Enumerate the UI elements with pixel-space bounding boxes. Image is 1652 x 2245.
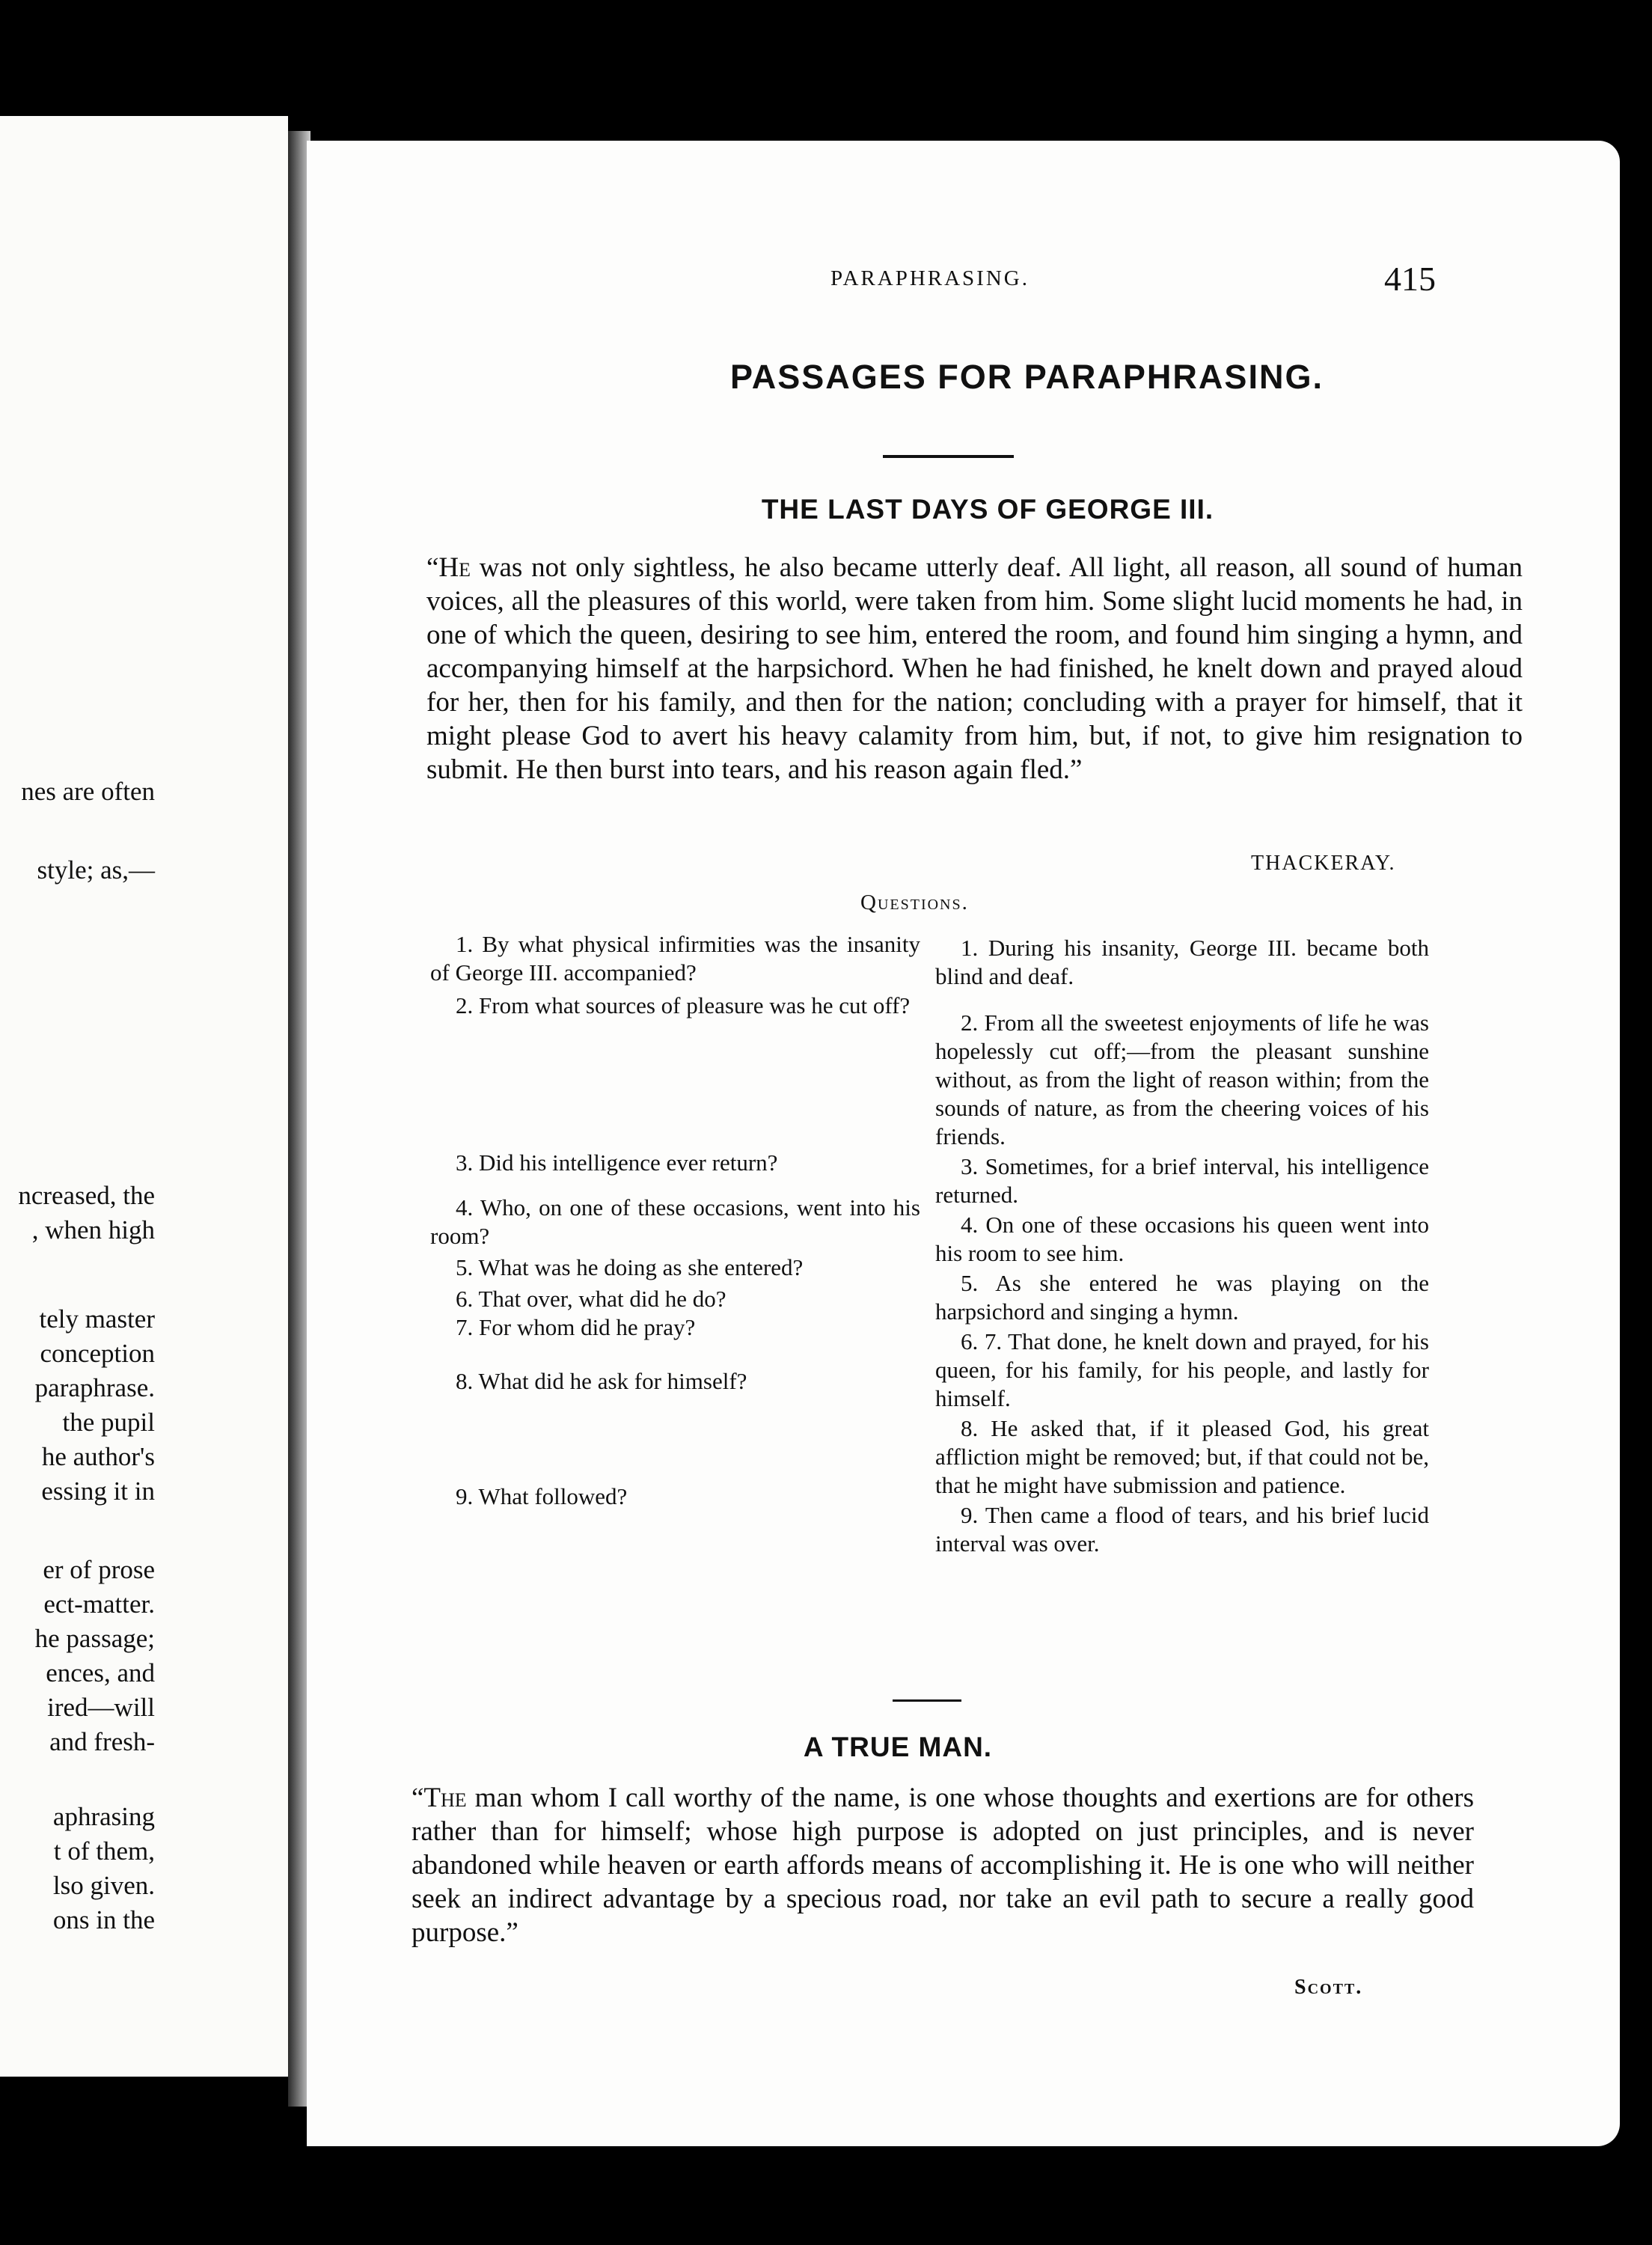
questions-column (430, 930, 920, 1511)
left-page-fragment: ect-matter. (43, 1589, 155, 1619)
left-page-fragment: he passage; (34, 1624, 155, 1653)
left-page-fragment: ons in the (52, 1905, 155, 1934)
left-page-fragment: conception (40, 1339, 155, 1368)
answer-5: 5. As she entered he was playing on the harpsichord and singing a hymn. (935, 1270, 1429, 1325)
george-quote-open: “H (426, 552, 459, 583)
section-divider (893, 1699, 961, 1702)
right-page (307, 141, 1620, 2146)
question-9: 9. What followed? (456, 1483, 628, 1509)
section-title-true-man: A TRUE MAN. (803, 1732, 993, 1762)
true-man-quote-smallcaps: he (441, 1783, 467, 1813)
main-title: PASSAGES FOR PARAPHRASING. (730, 358, 1324, 396)
author-scott: Scott. (1294, 1976, 1363, 1999)
questions-heading: Questions. (860, 891, 969, 914)
left-page-fragment: essing it in (41, 1476, 155, 1506)
left-page-fragment: , when high (31, 1215, 155, 1244)
left-page-fragment: tely master (39, 1304, 155, 1334)
left-page-fragment: he author's (41, 1442, 155, 1471)
question-2: 2. From what sources of pleasure was he cut off? (456, 992, 911, 1018)
question-3: 3. Did his intelligence ever return? (456, 1149, 778, 1176)
left-page-fragment: the pupil (62, 1408, 155, 1437)
left-page-fragment: ired—will (47, 1693, 155, 1722)
left-page-fragment: ences, and (46, 1658, 155, 1687)
left-page-fragment: and fresh- (49, 1727, 155, 1756)
answer-1: 1. During his insanity, George III. became both blind and deaf. (935, 935, 1429, 989)
question-5: 5. What was he doing as she entered? (456, 1254, 804, 1280)
question-8: 8. What did he ask for himself? (456, 1368, 747, 1394)
question-6: 6. That over, what did he do? (456, 1286, 726, 1312)
george-quote-body: was not only sightless, he also became utterly deaf. All light, all reason, all sound of human voices, all the pleasures of this world, were taken from him. Some slight lucid moments he had, in one of which the queen, desiring to see him, entered the room, and found him singing a hymn, and accompanying himself at the harpsichord. When he had finished, he knelt down and prayed aloud for her, then for his family, and then for the nation; concluding with a prayer for himself, that it might please God to avert his heavy calamity from him, but, if not, to give him resignation to submit. He then burst into tears, and his reason again fled.” (426, 552, 1523, 785)
answer-2: 2. From all the sweetest enjoyments of life he was hopelessly cut off;—from the pleasant sunshine without, as from the light of reason within; from the sounds of nature, as from the cheering voices of his friends. (935, 1010, 1429, 1149)
left-page-fragment: nes are often (21, 777, 155, 806)
left-page-fragment: er of prose (43, 1555, 155, 1584)
left-page-fragment: style; as,— (37, 855, 155, 885)
true-man-quote-open: “T (412, 1783, 441, 1813)
title-divider (883, 455, 1014, 458)
true-man-quote-body: man whom I call worthy of the name, is one whose thoughts and exertions are for others rather than for himself; whose high purpose is adopted on just principles, and is never abandoned while heaven or earth affords means of accomplishing it. He is one who will neither seek an indirect advantage by a specious road, nor take an evil path to secure a really good purpose.” (412, 1783, 1474, 1948)
left-page-fragment: ncreased, the (18, 1181, 155, 1210)
answer-3: 3. Sometimes, for a brief interval, his intelligence returned. (935, 1153, 1429, 1208)
answer-4: 4. On one of these occasions his queen went into his room to see him. (935, 1212, 1429, 1266)
left-page-fragment: aphrasing (52, 1802, 155, 1831)
answer-8: 8. He asked that, if it pleased God, his great affliction might be removed; but, if that could not be, that he might have submission and patience. (935, 1415, 1429, 1498)
true-man-quote (412, 1781, 1474, 1949)
section-title-george: THE LAST DAYS OF GEORGE III. (761, 494, 1214, 525)
left-page-fragment: paraphrase. (34, 1373, 155, 1402)
george-quote-smallcaps: e (459, 552, 471, 583)
answers-column (935, 934, 1429, 1558)
author-thackeray: THACKERAY. (1251, 852, 1396, 875)
george-quote (426, 551, 1523, 786)
left-page-fragment: t of them, (53, 1836, 155, 1866)
question-1: 1. By what physical infirmities was the insanity of George III. accompanied? (430, 931, 920, 986)
question-4: 4. Who, on one of these occasions, went into his room? (430, 1194, 920, 1249)
question-7: 7. For whom did he pray? (456, 1314, 696, 1340)
answer-9: 9. Then came a flood of tears, and his brief lucid interval was over. (935, 1502, 1429, 1557)
answer-6-7: 6. 7. That done, he knelt down and prayed, for his queen, for his family, for his people, and lastly for himself. (935, 1328, 1429, 1411)
left-facing-page (0, 116, 288, 2077)
page-number: 415 (1384, 260, 1436, 298)
left-page-fragment: lso given. (52, 1871, 155, 1900)
running-head: PARAPHRASING. (830, 266, 1030, 290)
